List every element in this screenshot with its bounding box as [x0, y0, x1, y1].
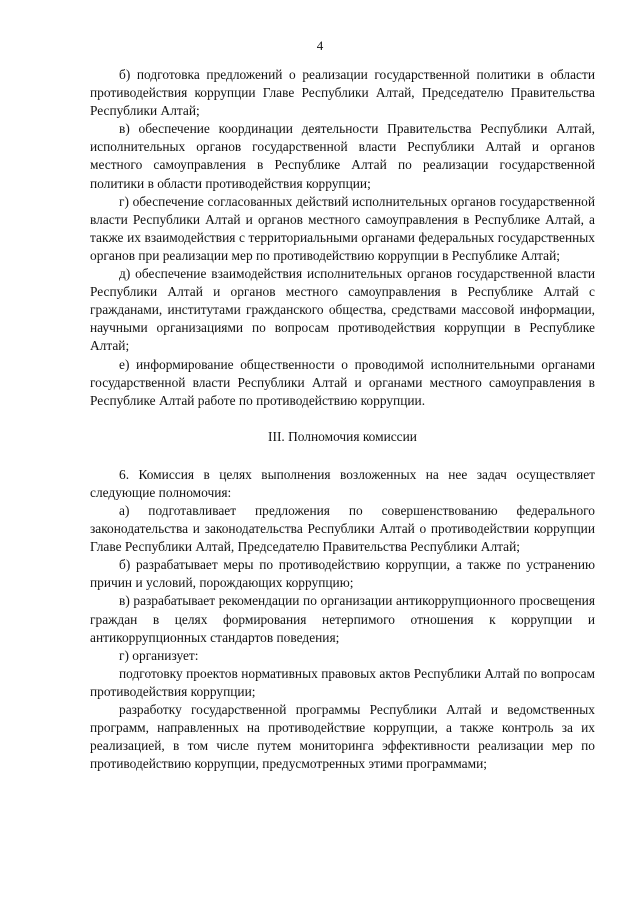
paragraph-v: в) обеспечение координации деятельности Правительства Республики Алтай, исполнительных органов государственной власти Республики Алтай и органов местного самоуправления в Республике Алтай по реализации государственной политики в области противодействия коррупции;	[90, 121, 595, 191]
paragraph-b: б) подготовка предложений о реализации государственной политики в области противодействия коррупции Главе Республики Алтай, Председателю Правительства Республики Алтай;	[90, 67, 595, 119]
paragraph-6g-item-1: подготовку проектов нормативных правовых актов Республики Алтай по вопросам противодействия коррупции;	[90, 665, 595, 699]
paragraph-g: г) обеспечение согласованных действий исполнительных органов государственной власти Республики Алтай и органов местного самоуправления в Республике Алтай, а также их взаимодействия с территориальными органами федеральных государственных органов при реализации мер по противодействию коррупции в Республике Алтай;	[90, 193, 595, 263]
paragraph-d: д) обеспечение взаимодействия исполнительных органов государственной власти Республики Алтай и органов местного самоуправления в Республике Алтай с гражданами, институтами гражданского общества, средствами массовой информации, научными организациями по вопросам противодействия коррупции в Республике Алтай;	[90, 266, 595, 354]
paragraph-6b: б) разрабатывает меры по противодействию коррупции, а также по устранению причин и условий, порождающих коррупцию;	[90, 557, 595, 591]
paragraph-6g: г) организует:	[119, 647, 199, 663]
paragraph-e: е) информирование общественности о проводимой исполнительными органами государственной власти Республики Алтай и органами местного самоуправления в Республике Алтай работе по противодействию коррупции.	[90, 356, 595, 408]
paragraph-6v: в) разрабатывает рекомендации по организации антикоррупционного просвещения граждан в целях формирования нетерпимого отношения к коррупции и антикоррупционных стандартов поведения;	[90, 593, 595, 645]
page-number: 4	[316, 38, 324, 53]
paragraph-6g-item-2: разработку государственной программы Республики Алтай и ведомственных программ, направленных на противодействие коррупции, а также контроль за их реализацией, в том числе путем мониторинга эффективности реализации мер по противодействию коррупции, предусмотренных этими программами;	[90, 702, 595, 772]
document-body	[90, 66, 595, 773]
paragraph-6a: а) подготавливает предложения по совершенствованию федерального законодательства и законодательства Республики Алтай о противодействии коррупции Главе Республики Алтай, Председателю Правительства Республики Алтай;	[90, 502, 595, 555]
paragraph-6: 6. Комиссия в целях выполнения возложенных на нее задач осуществляет следующие полномочия:	[90, 466, 595, 500]
section-heading: III. Полномочия комиссии	[268, 428, 417, 444]
